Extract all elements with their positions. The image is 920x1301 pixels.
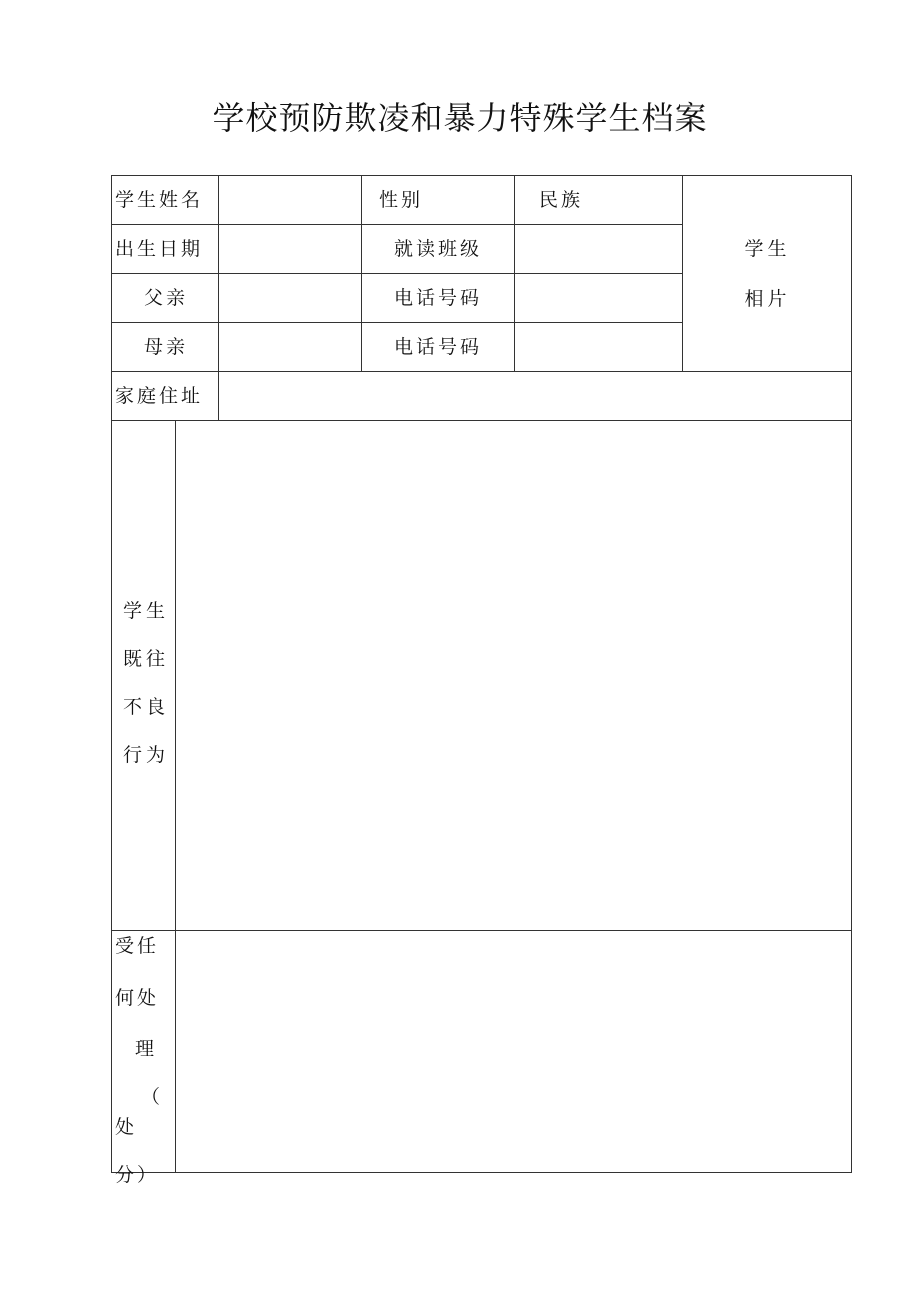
table-border-top [111,175,852,176]
label-phone-2: 电话号码 [394,336,483,358]
label-student-name: 学生姓名 [115,189,204,211]
gender-field[interactable] [429,177,513,223]
address-field[interactable] [220,373,850,419]
past-behavior-label [123,587,169,779]
ethnicity-field[interactable] [601,177,681,223]
class-field[interactable] [516,226,681,272]
label-birth-date: 出生日期 [115,238,204,260]
label-gender: 性别 [379,189,424,211]
column-divider [218,175,219,421]
table-border-bottom [111,1172,852,1173]
past-behavior-field[interactable] [177,422,850,929]
row-divider [111,322,683,323]
student-name-field[interactable] [220,177,360,223]
punishment-label-line: 何处 [115,987,160,1009]
punishment-label-line: 处 [115,1116,138,1138]
label-address: 家庭住址 [115,385,204,407]
label-father: 父亲 [144,287,189,309]
photo-placeholder-label [684,224,851,324]
father-phone-field[interactable] [516,275,681,321]
row-divider [111,420,852,421]
photo-label-line: 学生 [744,238,791,260]
column-divider [361,175,362,372]
row-divider [111,273,683,274]
row-divider [111,930,852,931]
label-mother: 母亲 [144,336,189,358]
punishment-field[interactable] [177,932,850,1171]
past-behavior-label-line: 不良 [123,696,170,718]
punishment-label-line: 受任 [115,935,160,957]
past-behavior-label-line: 学生 [123,600,170,622]
birth-date-field[interactable] [220,226,360,272]
photo-label-line: 相片 [744,288,791,310]
punishment-label-line: 分） [115,1164,160,1186]
mother-phone-field[interactable] [516,324,681,370]
column-divider [175,420,176,1173]
label-ethnicity: 民族 [539,189,584,211]
punishment-label-line: 理 [135,1038,158,1060]
past-behavior-label-line: 既往 [123,648,170,670]
student-record-form [111,175,852,1186]
document-title: 学校预防欺凌和暴力特殊学生档案 [212,99,708,137]
punishment-label-line: （ [141,1086,164,1108]
column-divider [514,175,515,372]
table-border-right [851,175,852,1173]
mother-field[interactable] [220,324,360,370]
past-behavior-label-line: 行为 [123,744,170,766]
label-phone-1: 电话号码 [394,287,483,309]
label-class: 就读班级 [394,238,483,260]
row-divider [111,371,852,372]
punishment-label-clip [112,931,175,1186]
column-divider [682,175,683,372]
father-field[interactable] [220,275,360,321]
row-divider [111,224,683,225]
